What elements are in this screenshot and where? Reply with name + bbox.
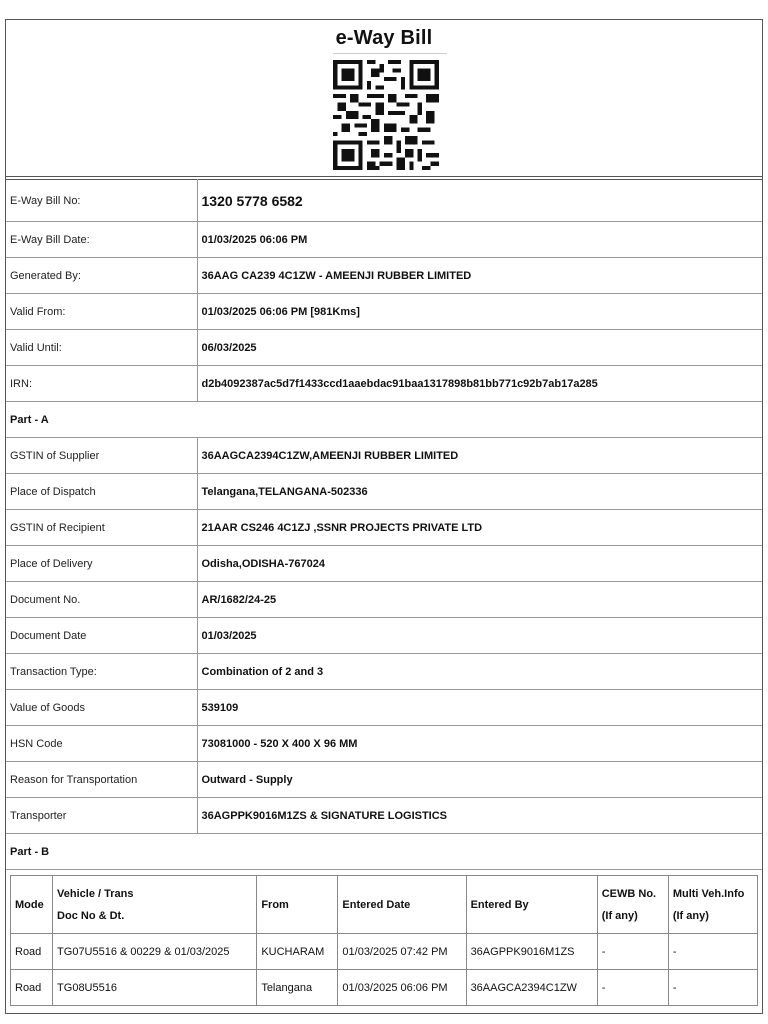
doc-no-value: AR/1682/24-25 <box>197 582 762 618</box>
delivery-label: Place of Delivery <box>6 546 197 582</box>
transporter-row <box>6 798 762 834</box>
col-multi-veh <box>668 876 757 934</box>
txn-type-label: Transaction Type: <box>6 654 197 690</box>
table-row <box>11 970 758 1006</box>
supplier-row <box>6 438 762 474</box>
generated-by-value: 36AAG CA239 4C1ZW - AMEENJI RUBBER LIMITED <box>197 258 762 294</box>
cell-entered-date: 01/03/2025 07:42 PM <box>338 934 466 970</box>
cell-multi-veh: - <box>668 934 757 970</box>
cell-cewb: - <box>597 970 668 1006</box>
hsn-row <box>6 726 762 762</box>
col-entered-date: Entered Date <box>338 876 466 934</box>
doc-no-row <box>6 582 762 618</box>
part-a-heading-row <box>6 402 762 438</box>
document-title: e-Way Bill <box>335 27 433 49</box>
txn-type-value: Combination of 2 and 3 <box>197 654 762 690</box>
title-divider <box>333 53 447 54</box>
transporter-value: 36AGPPK9016M1ZS & SIGNATURE LOGISTICS <box>197 798 762 834</box>
ewb-date-row <box>6 222 762 258</box>
cell-vehicle: TG07U5516 & 00229 & 01/03/2025 <box>53 934 257 970</box>
value-label: Value of Goods <box>6 690 197 726</box>
dispatch-label: Place of Dispatch <box>6 474 197 510</box>
delivery-row <box>6 546 762 582</box>
part-b-section <box>6 870 762 1006</box>
vehicle-table-header <box>11 876 758 934</box>
doc-date-label: Document Date <box>6 618 197 654</box>
value-row <box>6 690 762 726</box>
ewb-no-row <box>6 180 762 222</box>
vehicle-details-table <box>10 875 758 1006</box>
irn-row <box>6 366 762 402</box>
delivery-value: Odisha,ODISHA-767024 <box>197 546 762 582</box>
ewb-date-label: E-Way Bill Date: <box>6 222 197 258</box>
generated-by-row <box>6 258 762 294</box>
col-cewb-line1: CEWB No. <box>601 887 657 900</box>
txn-type-row <box>6 654 762 690</box>
value-value: 539109 <box>197 690 762 726</box>
supplier-label: GSTIN of Supplier <box>6 438 197 474</box>
valid-from-row <box>6 294 762 330</box>
part-b-heading-row <box>6 834 762 870</box>
dispatch-row <box>6 474 762 510</box>
generated-by-label: Generated By: <box>6 258 197 294</box>
cell-entered-date: 01/03/2025 06:06 PM <box>338 970 466 1006</box>
doc-no-label: Document No. <box>6 582 197 618</box>
doc-date-row <box>6 618 762 654</box>
valid-until-value: 06/03/2025 <box>197 330 762 366</box>
cell-cewb: - <box>597 934 668 970</box>
col-from: From <box>257 876 338 934</box>
col-entered-by: Entered By <box>466 876 597 934</box>
recipient-row <box>6 510 762 546</box>
cell-entered-by: 36AAGCA2394C1ZW <box>466 970 597 1006</box>
valid-from-value: 01/03/2025 06:06 PM [981Kms] <box>197 294 762 330</box>
table-row <box>11 934 758 970</box>
ewb-date-value: 01/03/2025 06:06 PM <box>197 222 762 258</box>
col-cewb-line2: (If any) <box>601 909 638 922</box>
cell-multi-veh: - <box>668 970 757 1006</box>
recipient-value: 21AAR CS246 4C1ZJ ,SSNR PROJECTS PRIVATE LTD <box>197 510 762 546</box>
col-vehicle-line2: Doc No & Dt. <box>57 909 125 922</box>
reason-row <box>6 762 762 798</box>
col-multi-line1: Multi Veh.Info <box>672 887 745 900</box>
supplier-value: 36AAGCA2394C1ZW,AMEENJI RUBBER LIMITED <box>197 438 762 474</box>
recipient-label: GSTIN of Recipient <box>6 510 197 546</box>
qr-code-icon <box>333 60 439 170</box>
hsn-label: HSN Code <box>6 726 197 762</box>
cell-from: KUCHARAM <box>257 934 338 970</box>
reason-value: Outward - Supply <box>197 762 762 798</box>
ewb-no-label: E-Way Bill No: <box>6 180 197 222</box>
eway-bill-details-table <box>6 179 762 870</box>
document-header <box>6 20 762 177</box>
irn-label: IRN: <box>6 366 197 402</box>
col-cewb <box>597 876 668 934</box>
col-vehicle-line1: Vehicle / Trans <box>57 887 134 900</box>
hsn-value: 73081000 - 520 X 400 X 96 MM <box>197 726 762 762</box>
col-mode: Mode <box>11 876 53 934</box>
part-b-heading: Part - B <box>6 834 762 870</box>
transporter-label: Transporter <box>6 798 197 834</box>
ewb-no-value: 1320 5778 6582 <box>197 180 762 222</box>
cell-mode: Road <box>11 934 53 970</box>
valid-until-row <box>6 330 762 366</box>
reason-label: Reason for Transportation <box>6 762 197 798</box>
cell-mode: Road <box>11 970 53 1006</box>
eway-bill-document <box>5 19 763 1014</box>
cell-vehicle: TG08U5516 <box>53 970 257 1006</box>
irn-value: d2b4092387ac5d7f1433ccd1aaebdac91baa1317898b81bb771c92b7ab17a285 <box>197 366 762 402</box>
valid-from-label: Valid From: <box>6 294 197 330</box>
doc-date-value: 01/03/2025 <box>197 618 762 654</box>
valid-until-label: Valid Until: <box>6 330 197 366</box>
part-a-heading: Part - A <box>6 402 762 438</box>
col-vehicle <box>53 876 257 934</box>
cell-entered-by: 36AGPPK9016M1ZS <box>466 934 597 970</box>
cell-from: Telangana <box>257 970 338 1006</box>
col-multi-line2: (If any) <box>672 909 709 922</box>
dispatch-value: Telangana,TELANGANA-502336 <box>197 474 762 510</box>
